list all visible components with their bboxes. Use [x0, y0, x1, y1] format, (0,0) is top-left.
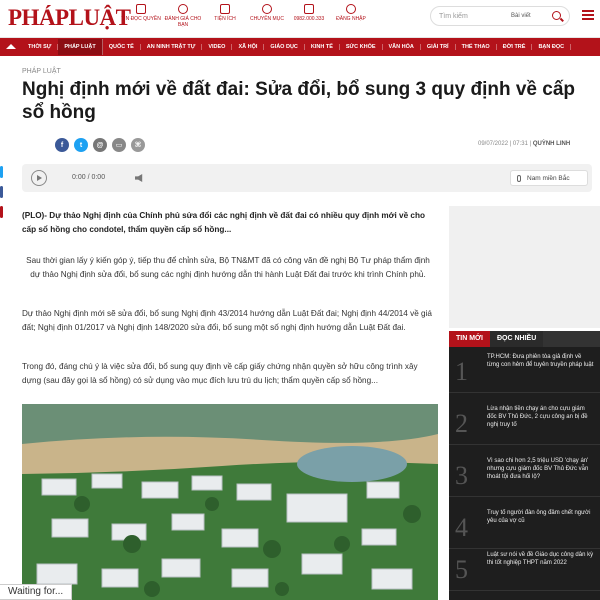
list-item[interactable]: [449, 399, 600, 445]
sidebar-ad-placeholder: [449, 206, 600, 328]
microphone-icon: [517, 175, 521, 182]
nav-video[interactable]: VIDEO: [202, 44, 232, 50]
sidebar-tabs: [449, 331, 600, 347]
email-icon[interactable]: @: [93, 138, 107, 152]
play-icon[interactable]: [31, 170, 47, 186]
list-item-title[interactable]: Lừa nhận tiền chạy án cho cựu giám đốc BV Thủ Đức, 2 cựu công an bị đề nghị truy tố: [487, 406, 588, 428]
nav-thoi-su[interactable]: THỜI SỰ: [22, 44, 58, 50]
voice-select[interactable]: [510, 170, 588, 186]
list-item-number: 1: [455, 357, 468, 386]
floating-facebook-icon[interactable]: [0, 186, 3, 198]
list-item[interactable]: [449, 545, 600, 591]
article-paragraph: Sau thời gian lấy ý kiến góp ý, tiếp thu để chỉnh sửa, Bộ TN&MT đã có công văn đề nghị Bộ Tư pháp thẩm định dự thảo Nghị định sửa đổi, bổ sung các nghị định hướng dẫn thi hành Luật Đất đai trước khi trình Chính phủ.: [26, 256, 430, 279]
list-item[interactable]: [449, 503, 600, 549]
nav-the-thao[interactable]: THỂ THAO: [456, 44, 497, 50]
twitter-icon[interactable]: t: [74, 138, 88, 152]
audio-player: [22, 164, 592, 192]
article-image: [22, 404, 438, 600]
nav-ban-doc[interactable]: BẠN ĐỌC: [532, 44, 571, 50]
list-item-number: 5: [455, 555, 468, 584]
article-title: Nghị định mới về đất đai: Sửa đổi, bổ sung 3 quy định về cấp sổ hồng: [22, 79, 575, 123]
nav-an-ninh[interactable]: AN NINH TRẬT TỰ: [141, 44, 203, 50]
list-item-title[interactable]: Luật sư nói về đề Giáo dục công dân kỳ thi tốt nghiệp THPT năm 2022: [487, 552, 594, 566]
tab-tin-moi[interactable]: TIN MỚI: [449, 331, 490, 347]
audio-time: 0:00 / 0:00: [72, 174, 106, 181]
search-icon[interactable]: [552, 11, 561, 20]
latest-news-list: [449, 347, 600, 600]
article-paragraph: Dự thảo Nghị định mới sẽ sửa đổi, bổ sung Nghị định 43/2014 hướng dẫn Luật Đất đai; Nghị định 44/2014 về giá đất; Nghị định 01/2017 và Nghị định 148/2020 sửa đổi, bổ sung một số nghị định hướng dẫn Luật Đất đai.: [22, 309, 432, 332]
list-item-title[interactable]: Vì sao chi hơn 2,5 triệu USD 'chạy án' nhưng cựu giám đốc BV Thủ Đức vẫn thoát tội đưa hối lộ?: [487, 458, 589, 480]
utility-icon[interactable]: TIỆN ÍCH: [204, 4, 246, 28]
search-placeholder: Tìm kiếm: [439, 12, 468, 20]
voice-label: Nam miền Bắc: [527, 174, 570, 182]
list-item-title[interactable]: Truy tố người đàn ông đâm chết người yêu của vợ cũ: [487, 510, 591, 524]
main-nav: [0, 38, 600, 56]
list-item[interactable]: [449, 451, 600, 497]
floating-share-icon[interactable]: [0, 206, 3, 218]
article-lead: (PLO)- Dự thảo Nghị định của Chính phủ sửa đổi các nghị định về đất đai có nhiều quy định mới về cho cấp sổ hồng cho condotel, thẩm quyền cấp sổ hồng...: [22, 211, 425, 234]
site-logo[interactable]: PHÁPLUẬT: [8, 5, 131, 30]
nav-suc-khoe[interactable]: SỨC KHỎE: [340, 44, 383, 50]
list-item-number: 4: [455, 513, 468, 542]
login-icon[interactable]: ĐĂNG NHẬP: [330, 4, 372, 28]
expert-icon[interactable]: CHUYÊN MỤC: [246, 4, 288, 28]
nav-giai-tri[interactable]: GIẢI TRÍ: [421, 44, 456, 50]
nav-quoc-te[interactable]: QUỐC TẾ: [103, 44, 141, 50]
menu-icon[interactable]: [582, 10, 594, 22]
home-icon[interactable]: [0, 38, 22, 56]
article-date: 09/07/2022 | 07:31: [478, 141, 528, 147]
facebook-icon[interactable]: f: [55, 138, 69, 152]
article-category[interactable]: PHÁP LUẬT: [22, 68, 61, 75]
browser-status-bar: Waiting for...: [0, 584, 72, 600]
nav-doi-tre[interactable]: ĐỜI TRẺ: [497, 44, 533, 50]
list-item-number: 3: [455, 461, 468, 490]
nav-xa-hoi[interactable]: XÃ HỘI: [232, 44, 264, 50]
share-bar: [55, 138, 150, 152]
floating-twitter-icon[interactable]: [0, 166, 3, 178]
phone-icon[interactable]: 0982.000.333: [288, 4, 330, 28]
copy-link-icon[interactable]: ⌘: [131, 138, 145, 152]
article-author[interactable]: QUỲNH LINH: [532, 141, 571, 147]
news-icon[interactable]: TIN ĐỌC QUYỀN: [120, 4, 162, 28]
top-header: [0, 0, 600, 38]
article-paragraph: Trong đó, đáng chú ý là việc sửa đổi, bổ sung quy định về cấp giấy chứng nhận quyền sở hữu công trình xây dựng (sau đây gọi là sổ hồng) có sử dụng vào mục đích lưu trú du lịch; thẩm quyền cấp sổ hồng...: [22, 362, 418, 385]
list-item-title[interactable]: TP.HCM: Đưa phiên tòa giả định về từng con hẻm để tuyên truyền pháp luật: [487, 354, 594, 368]
nav-kinh-te[interactable]: KINH TẾ: [305, 44, 340, 50]
list-item-number: 2: [455, 409, 468, 438]
list-item[interactable]: [449, 347, 600, 393]
print-icon[interactable]: ▭: [112, 138, 126, 152]
header-icons: [120, 4, 372, 28]
nav-phap-luat[interactable]: PHÁP LUẬT: [58, 39, 102, 55]
search-option-select[interactable]: Bài viết: [511, 13, 531, 19]
nav-giao-duc[interactable]: GIÁO DỤC: [264, 44, 305, 50]
nav-van-hoa[interactable]: VĂN HÓA: [383, 44, 421, 50]
volume-icon[interactable]: [135, 174, 144, 182]
rating-icon[interactable]: ĐÁNH GIÁ CHO BẠN: [162, 4, 204, 28]
article-meta: 09/07/2022 | 07:31 | QUỲNH LINH: [478, 141, 571, 147]
tab-doc-nhieu[interactable]: ĐỌC NHIỀU: [490, 331, 543, 347]
search-input[interactable]: [430, 6, 570, 26]
